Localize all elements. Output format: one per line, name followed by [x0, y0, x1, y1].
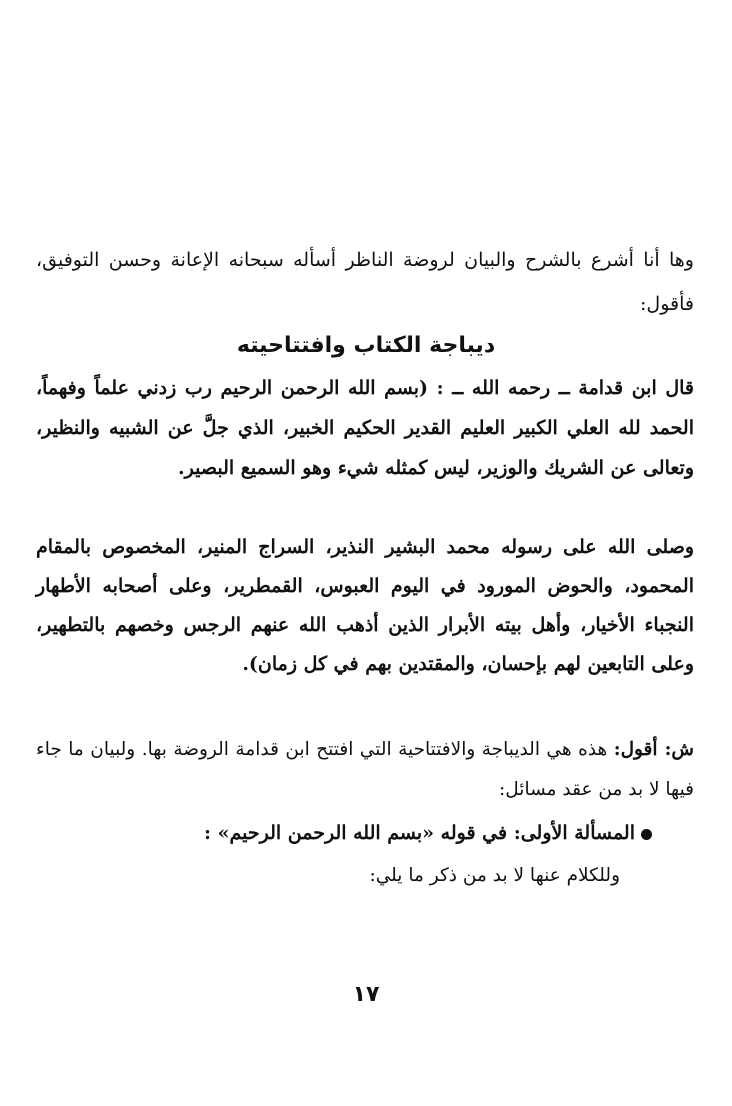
first-issue-title: المسألة الأولى: — [513, 822, 635, 844]
quote-text-2: وصلى الله على رسوله محمد البشير النذير، السراج المنير، المخصوص بالمقام المحمود، والحوض المورود في اليوم العبوس، القمطرير، وعلى أصحابه الأطهار النجباء الأخيار، وأهل بيته الأبرار الذين أذهب الله عنهم الرجس وخصهم بالتطهير، وعلى التابعين لهم بإحسان، والمقتدين بهم في كل زمان). — [36, 536, 694, 675]
bullet-icon — [641, 829, 652, 840]
section-heading: ديباجة الكتاب وافتتاحيته — [236, 333, 496, 358]
commentary-text: هذه هي الديباجة والافتتاحية التي افتتح ابن قدامة الروضة بها. ولبيان ما جاء فيها لا بد من عقد مسائل: — [36, 739, 694, 800]
first-issue-intro: وللكلام عنها لا بد من ذكر ما يلي: — [369, 865, 620, 886]
intro-paragraph — [36, 238, 694, 326]
first-issue-heading — [36, 813, 652, 853]
page-number: ١٧ — [352, 982, 380, 1007]
quote-paragraph-1 — [36, 368, 694, 488]
commentary-lead: ش: أقول: — [613, 739, 694, 760]
first-issue-text: في قوله «بسم الله الرحمن الرحيم» : — [203, 822, 514, 844]
quote-paragraph-2 — [36, 528, 694, 684]
commentary-paragraph — [36, 730, 694, 810]
quote-text-1: قال ابن قدامة ــ رحمه الله ــ : (بسم الله الرحمن الرحيم رب زدني علماً وفهماً، الحمد لله العلي الكبير العليم القدير الحكيم الخبير، الذي جلَّ عن الشبيه والنظير، وتعالى عن الشريك والوزير، ليس كمثله شيء وهو السميع البصير. — [36, 377, 694, 479]
intro-text: وها أنا أشرع بالشرح والبيان لروضة الناظر أسأله سبحانه الإعانة وحسن التوفيق، فأقول: — [36, 249, 694, 315]
